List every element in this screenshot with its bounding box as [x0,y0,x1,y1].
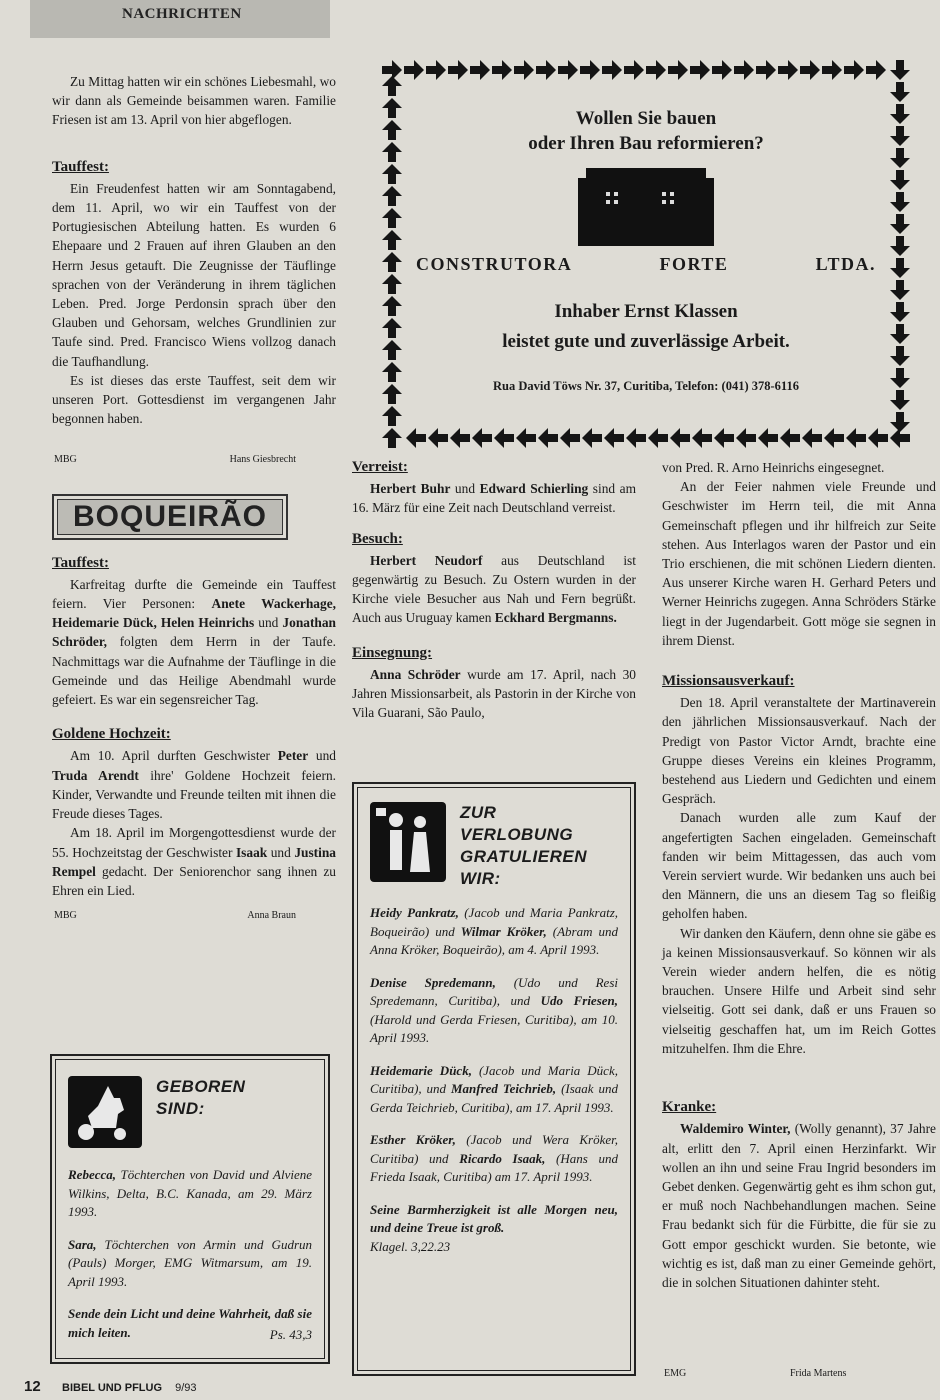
border-arrow [404,60,424,80]
border-arrow [470,60,490,80]
mission-paragraph-2: Danach wurden alle zum Kauf der angefertigten Sachen eingeladen. Gemeinschaft fanden wir beim Mittagessen, das auch vom Verein serviert wurde. Wir bedanken uns auch bei den Männern, die uns an diesem Tag so fleißig geholfen haben. [662,810,936,922]
house-icon [578,168,714,246]
border-arrow [758,428,778,448]
border-arrow [890,368,910,388]
border-arrow [890,428,910,448]
baby-stork-icon [68,1076,142,1148]
border-arrow [604,428,624,448]
ad-address: Rua David Töws Nr. 37, Curitiba, Telefon: (041) 378-6116 [493,379,799,393]
border-arrow [580,60,600,80]
border-arrow [558,60,578,80]
border-arrow [494,428,514,448]
signature-right-left: EMG [664,1368,687,1379]
border-arrow [646,60,666,80]
ad-headline-2: oder Ihren Bau reformieren? [528,133,764,154]
border-arrow [382,120,402,140]
company-name: CONSTRUTORA FORTE LTDA. [416,254,876,274]
boqueirao-banner: BOQUEIRÃO [52,494,288,540]
engagement-entry-3: Heidemarie Dück, (Jacob und Maria Dück, Curitiba), und Manfred Teichrieb, (Isaak und Gerda Teichrieb, Curitiba), am 17. April 1993. [370,1062,618,1115]
ad-content [412,92,880,424]
border-arrow [890,82,910,102]
signature-right-right: Frida Martens [790,1368,847,1379]
border-arrow [514,60,534,80]
mission-paragraph-3: Wir danken den Käufern, denn ohne sie gäbe es ja keinen Missionsausverkauf. So können wir als Verein wieder andern helfen, die es nötig brauchen. Unsere Hilfe und Arbeit sind sehr vielseitig. Gott sei dank, daß er uns Frauen so vielseitig geschaffen hat, um im Reich Gottes mitzuhelfen. Ihm die Ehre. [662,925,936,1056]
border-arrow [890,302,910,322]
birth-entry-2: Sara, Töchterchen von Armin und Gudrun (Pauls) Morger, EMG Witmarsum, am 19. April 1993. [68,1236,312,1289]
border-arrow [756,60,776,80]
border-arrow [382,428,402,448]
column-right [662,458,936,1292]
border-arrow [382,164,402,184]
border-arrow [890,104,910,124]
border-arrow [890,324,910,344]
engagement-announcement-box [352,782,636,1376]
ad-headline-1: Wollen Sie bauen [575,108,717,129]
border-arrow [890,280,910,300]
border-arrow [780,428,800,448]
birth-title-2: SIND: [156,1099,205,1118]
signature: MBG Hans Giesbrecht [54,454,296,466]
engagement-verse: Seine Barmherzigkeit ist alle Morgen neu, und deine Treue ist groß. [370,1201,618,1235]
border-arrow [382,230,402,250]
border-arrow [890,126,910,146]
border-arrow [382,406,402,426]
besuch-heading: Besuch: [352,530,403,547]
border-arrow [428,428,448,448]
border-arrow [802,428,822,448]
engagement-title-1: ZUR [460,803,497,822]
hochzeit-paragraph: Am 10. April durften Geschwister Peter und Truda Arendt ihre' Goldene Hochzeit feiern. Kinder, Verwandte und Freunde teilten mit ihnen die Freude dieses Tages. [52,748,337,822]
birth-title-1: GEBOREN [156,1077,246,1096]
border-arrow [426,60,446,80]
border-arrow [382,208,402,228]
border-arrow [822,60,842,80]
engagement-entry-4: Esther Kröker, (Jacob und Wera Kröker, Curitiba) und Ricardo Isaak, (Hans und Frieda Isaak, Curitiba) am 17. April 1993. [370,1132,618,1184]
signature-2: MBG Anna Braun [54,910,296,922]
owner-line-1: Inhaber Ernst Klassen [554,301,738,322]
einsegnung-continued: von Pred. R. Arno Heinrichs eingesegnet. [662,460,885,475]
engagement-entry-2: Denise Spredemann, (Udo und Resi Spredemann, Curitiba), und Udo Friesen, (Harold und Gerda Friesen, Curitiba), am 10. April 1993. [370,974,619,1045]
owner-line-2: leistet gute und zuverlässige Arbeit. [502,331,790,352]
border-arrow [846,428,866,448]
border-arrow [582,428,602,448]
section-title: NACHRICHTEN [122,6,242,22]
border-arrow [560,428,580,448]
magazine-name: BIBEL UND PFLUG 9/93 [62,1382,197,1394]
tauffest-heading-2: Tauffest: [52,554,109,571]
feier-paragraph: An der Feier nahmen viele Freunde und Geschwister im Herrn teil, die mit Anna Gemeinschaft pflegen und ihr hilfreich zur Seite stehen. Aus Interlagos waren der Pastor und ein Trio erschienen, die mit schönen Liedern dienten. Aus unserer Kirche waren H. Gerhard Peters und Werner Heinrichs zugegen. Anna Schröders Stärke liegt in der Jugendarbeit. Gott möge sie segnen in ihrem Dienst. [662,479,936,648]
kranke-paragraph: Waldemiro Winter, (Wolly genannt), 37 Jahre alt, erlitt den 7. April einen Herzinfarkt. Wir wollen an ihn und seine Frau Ingrid besonders im Gebet denken. Gegenwärtig geht es ihm schon gut, er muß noch Nachbehandlungen machen. Seine Frau bedankt sich für die Fürbitte, die für sie zu Gott empor geschickt wurden. Sie betonte, wie wichtig es ist, daß man zu einer Gemeinde gehört, die in solchen Situationen dahinter steht. [662,1121,936,1290]
border-arrow [538,428,558,448]
border-arrow [448,60,468,80]
border-arrow [472,428,492,448]
mission-paragraph: Den 18. April veranstaltete der Martinaverein den jährlichen Missionsausverkauf. Nach der Predigt von Pastor Victor Arndt, brachte eine Gruppe dieses Vereins ein kleines Programm, bestehend aus Liedern und Gedichten und einem Gespräch. [662,695,936,807]
border-arrow [382,318,402,338]
column-middle [352,458,636,722]
border-arrow [824,428,844,448]
border-arrow [890,236,910,256]
border-arrow [736,428,756,448]
border-arrow [868,428,888,448]
border-arrow [890,192,910,212]
border-arrow [382,384,402,404]
besuch-paragraph: Herbert Neudorf aus Deutschland ist gegenwärtig zu Besuch. Zu Ostern wurden in der Kirche viele Besucher aus Nah und Fern begrüßt. Auch aus Uruguay kamen Eckhard Bergmanns. [352,552,636,626]
kranke-heading: Kranke: [662,1099,717,1116]
border-arrow [602,60,622,80]
border-arrow [492,60,512,80]
couple-icon [370,802,446,882]
goldene-hochzeit-heading: Goldene Hochzeit: [52,726,171,743]
border-arrow [382,142,402,162]
tauffest-paragraph: Ein Freudenfest hatten wir am Sonntagabend, dem 11. April, wo wir ein Tauffest von der Portugiesischen Abteilung hatten. Es wurden 6 Ehepaare und 2 Frauen auf ihren Glauben an den Herrn Jesus getauft. Die Zeugnisse der Täuflinge sprachen von der Veränderung in ihrem täglichen Leben. Pred. Jorge Perdonsin sprach über den Glauben und Gehorsam, welches Grundlinien zur Taufe sind. Pred. Francisco Wiens vollzog danach die Taufhandlung. [52,180,336,369]
tauffest-heading: Tauffest: [52,158,109,175]
hochzeit-paragraph-2: Am 18. April im Morgengottesdienst wurde der 55. Hochzeitstag der Geschwister Isaak und Justina Rempel gedacht. Der Seniorenchor sang ihnen zu Ehren ein Lied. [52,825,336,898]
border-arrow [866,60,886,80]
engagement-title-4: WIR: [460,869,501,888]
border-arrow [890,214,910,234]
engagement-title-2: VERLOBUNG [460,825,574,844]
border-arrow [450,428,470,448]
border-arrow [890,170,910,190]
border-arrow [382,340,402,360]
border-arrow [536,60,556,80]
border-arrow [382,76,402,96]
engagement-title-3: GRATULIEREN [460,847,588,866]
border-arrow [668,60,688,80]
border-arrow [382,274,402,294]
tauffest-paragraph-3: Karfreitag durfte die Gemeinde ein Tauffest feiern. Vier Personen: Anete Wackerhage, Heidemarie Dück, Helen Heinrichs und Jonathan Schröder, folgten dem Herrn in der Taufe. Nachmittags war die Aufnahme der Täuflinge in die Gemeinde und das Heilige Abendmahl wurde gefeiert. Es war ein segensreicher Tag. [52,576,337,708]
border-arrow [626,428,646,448]
border-arrow [406,428,426,448]
border-arrow [692,428,712,448]
border-arrow [690,60,710,80]
border-arrow [624,60,644,80]
border-arrow [890,60,910,80]
border-arrow [714,428,734,448]
border-arrow [734,60,754,80]
border-arrow [382,362,402,382]
border-arrow [890,258,910,278]
border-arrow [800,60,820,80]
verreist-paragraph: Herbert Buhr und Edward Schierling sind am 16. März für eine Zeit nach Deutschland verreist. [352,481,637,516]
birth-announcement-box [50,1054,330,1364]
border-arrow [648,428,668,448]
verreist-heading: Verreist: [352,459,408,475]
border-arrow [844,60,864,80]
einsegnung-heading: Einsegnung: [352,644,433,661]
engagement-entry: Heidy Pankratz, (Jacob und Maria Pankratz, Boqueirão) und Wilmar Kröker, (Abram und Anna Kröker, Boqueirão), am 4. April 1993. [370,905,619,957]
border-arrow [890,346,910,366]
border-arrow [890,148,910,168]
border-arrow [382,296,402,316]
advertisement [376,56,916,452]
border-arrow [382,252,402,272]
engagement-verse-ref: Klagel. 3,22.23 [370,1238,451,1254]
tauffest-paragraph-2: Es ist dieses das erste Tauffest, seit dem wir unseren Port. Gottesdienst im vergangenen Jahr begonnen haben. [52,372,336,427]
border-arrow [778,60,798,80]
page-number: 12 [24,1378,41,1395]
border-arrow [382,98,402,118]
birth-verse: Sende dein Licht und deine Wahrheit, daß sie mich leiten. Ps. 43,3 [68,1306,312,1342]
border-arrow [382,186,402,206]
column-left [52,72,336,925]
birth-entry: Rebecca, Töchterchen von David und Alviene Wilkins, Delta, B.C. Kanada, am 29. März 1993. [68,1167,312,1219]
border-arrow [670,428,690,448]
border-arrow [890,390,910,410]
border-arrow [712,60,732,80]
intro-paragraph: Zu Mittag hatten wir ein schönes Liebesmahl, wo wir dann als Gemeinde beisammen waren. Familie Friesen ist am 13. April von hier abgeflogen. [52,74,336,128]
section-header [30,0,330,38]
border-arrow [516,428,536,448]
missionsausverkauf-heading: Missionsausverkauf: [662,673,795,690]
einsegnung-paragraph: Anna Schröder wurde am 17. April, nach 30 Jahren Missionsarbeit, als Pastorin in der Kirche von Vila Guarani, São Paulo, [352,666,636,721]
